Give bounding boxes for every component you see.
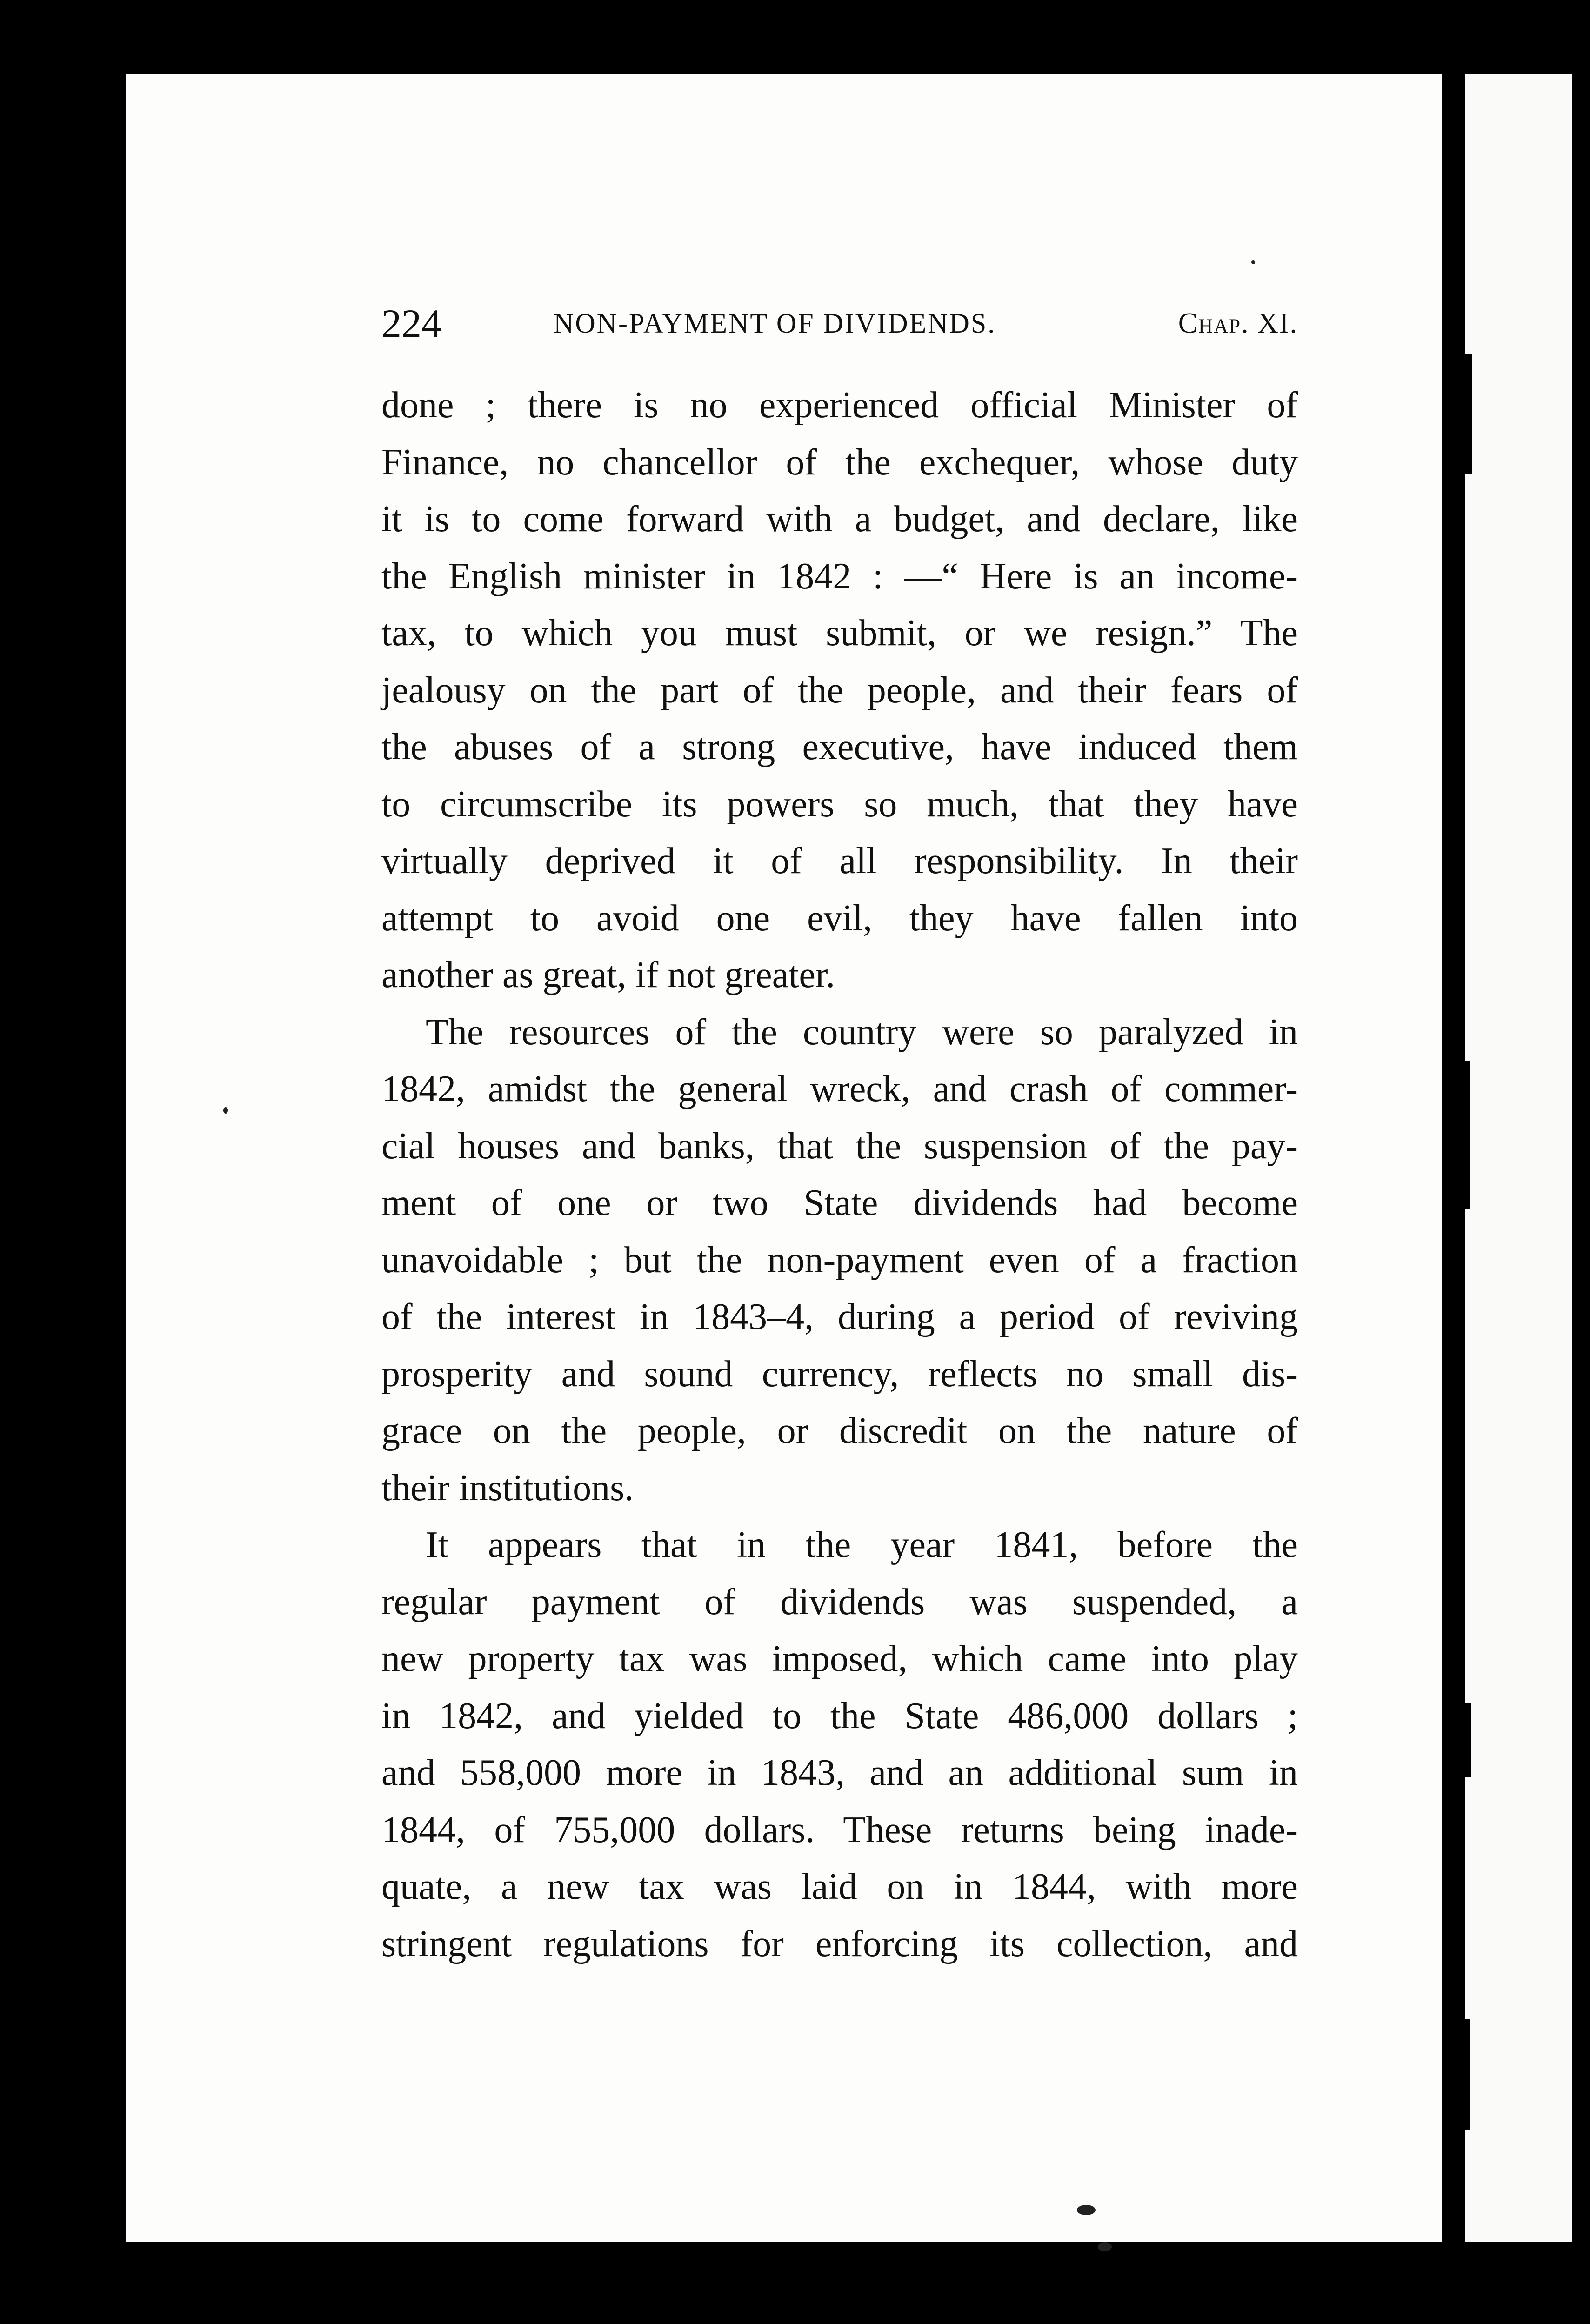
page-number: 224: [381, 301, 441, 346]
text-line: tax, to which you must submit, or we resign.” The: [381, 613, 1298, 654]
text-line: regular payment of dividends was suspended, a: [381, 1581, 1298, 1623]
text-line: their institutions.: [381, 1467, 634, 1509]
text-line: 1844, of 755,000 dollars. These returns being inade-: [381, 1809, 1298, 1850]
scan-speck: [223, 1107, 228, 1114]
text-line: the English minister in 1842 : —“ Here is an income-: [381, 555, 1298, 597]
text-line: cial houses and banks, that the suspension of the pay-: [381, 1125, 1298, 1167]
page-edge-shadow: [1451, 74, 1465, 2242]
running-title: NON-PAYMENT OF DIVIDENDS.: [554, 308, 996, 339]
adjacent-page-edge: [1451, 74, 1572, 2242]
text-line: unavoidable ; but the non-payment even of a fraction: [381, 1239, 1298, 1281]
text-line: quate, a new tax was laid on in 1844, with more: [381, 1866, 1298, 1907]
page-edge-mark: [1465, 1703, 1471, 1777]
text-line: 1842, amidst the general wreck, and crash of commer-: [381, 1069, 1298, 1109]
text-line: virtually deprived it of all responsibility. In their: [381, 841, 1298, 882]
text-line: it is to come forward with a budget, and declare, like: [381, 499, 1298, 540]
text-line: stringent regulations for enforcing its collection, and: [381, 1923, 1298, 1964]
text-line: done ; there is no experienced official Minister of: [381, 385, 1298, 426]
text-line: prosperity and sound currency, reflects no small dis-: [381, 1353, 1298, 1395]
text-line: new property tax was imposed, which came into play: [381, 1638, 1298, 1679]
page-edge-mark: [1465, 1061, 1470, 1209]
body-text: [381, 377, 1298, 1972]
text-line: and 558,000 more in 1843, and an additional sum in: [381, 1752, 1298, 1793]
text-line: ment of one or two State dividends had become: [381, 1182, 1298, 1223]
chapter-label: Chap. XI.: [1178, 307, 1298, 339]
text-line: to circumscribe its powers so much, that they have: [381, 783, 1298, 825]
text-line: grace on the people, or discredit on the nature of: [381, 1410, 1298, 1451]
text-line: another as great, if not greater.: [381, 955, 835, 995]
running-header: [381, 298, 1298, 349]
text-line: attempt to avoid one evil, they have fallen into: [381, 897, 1298, 939]
text-line: It appears that in the year 1841, before the: [426, 1524, 1298, 1565]
text-line: the abuses of a strong executive, have induced them: [381, 727, 1298, 768]
page-edge-mark: [1465, 2019, 1470, 2130]
text-line: The resources of the country were so paralyzed in: [426, 1011, 1298, 1053]
scan-speck: [1077, 2205, 1096, 2215]
text-line: in 1842, and yielded to the State 486,000 dollars ;: [381, 1695, 1298, 1736]
text-line: Finance, no chancellor of the exchequer, whose duty: [381, 441, 1298, 483]
page-edge-mark: [1465, 354, 1472, 474]
scan-speck: [1098, 2242, 1112, 2251]
scan-speck: [1251, 260, 1255, 264]
text-line: jealousy on the part of the people, and their fears of: [381, 669, 1298, 711]
text-line: of the interest in 1843–4, during a period of reviving: [381, 1296, 1298, 1337]
